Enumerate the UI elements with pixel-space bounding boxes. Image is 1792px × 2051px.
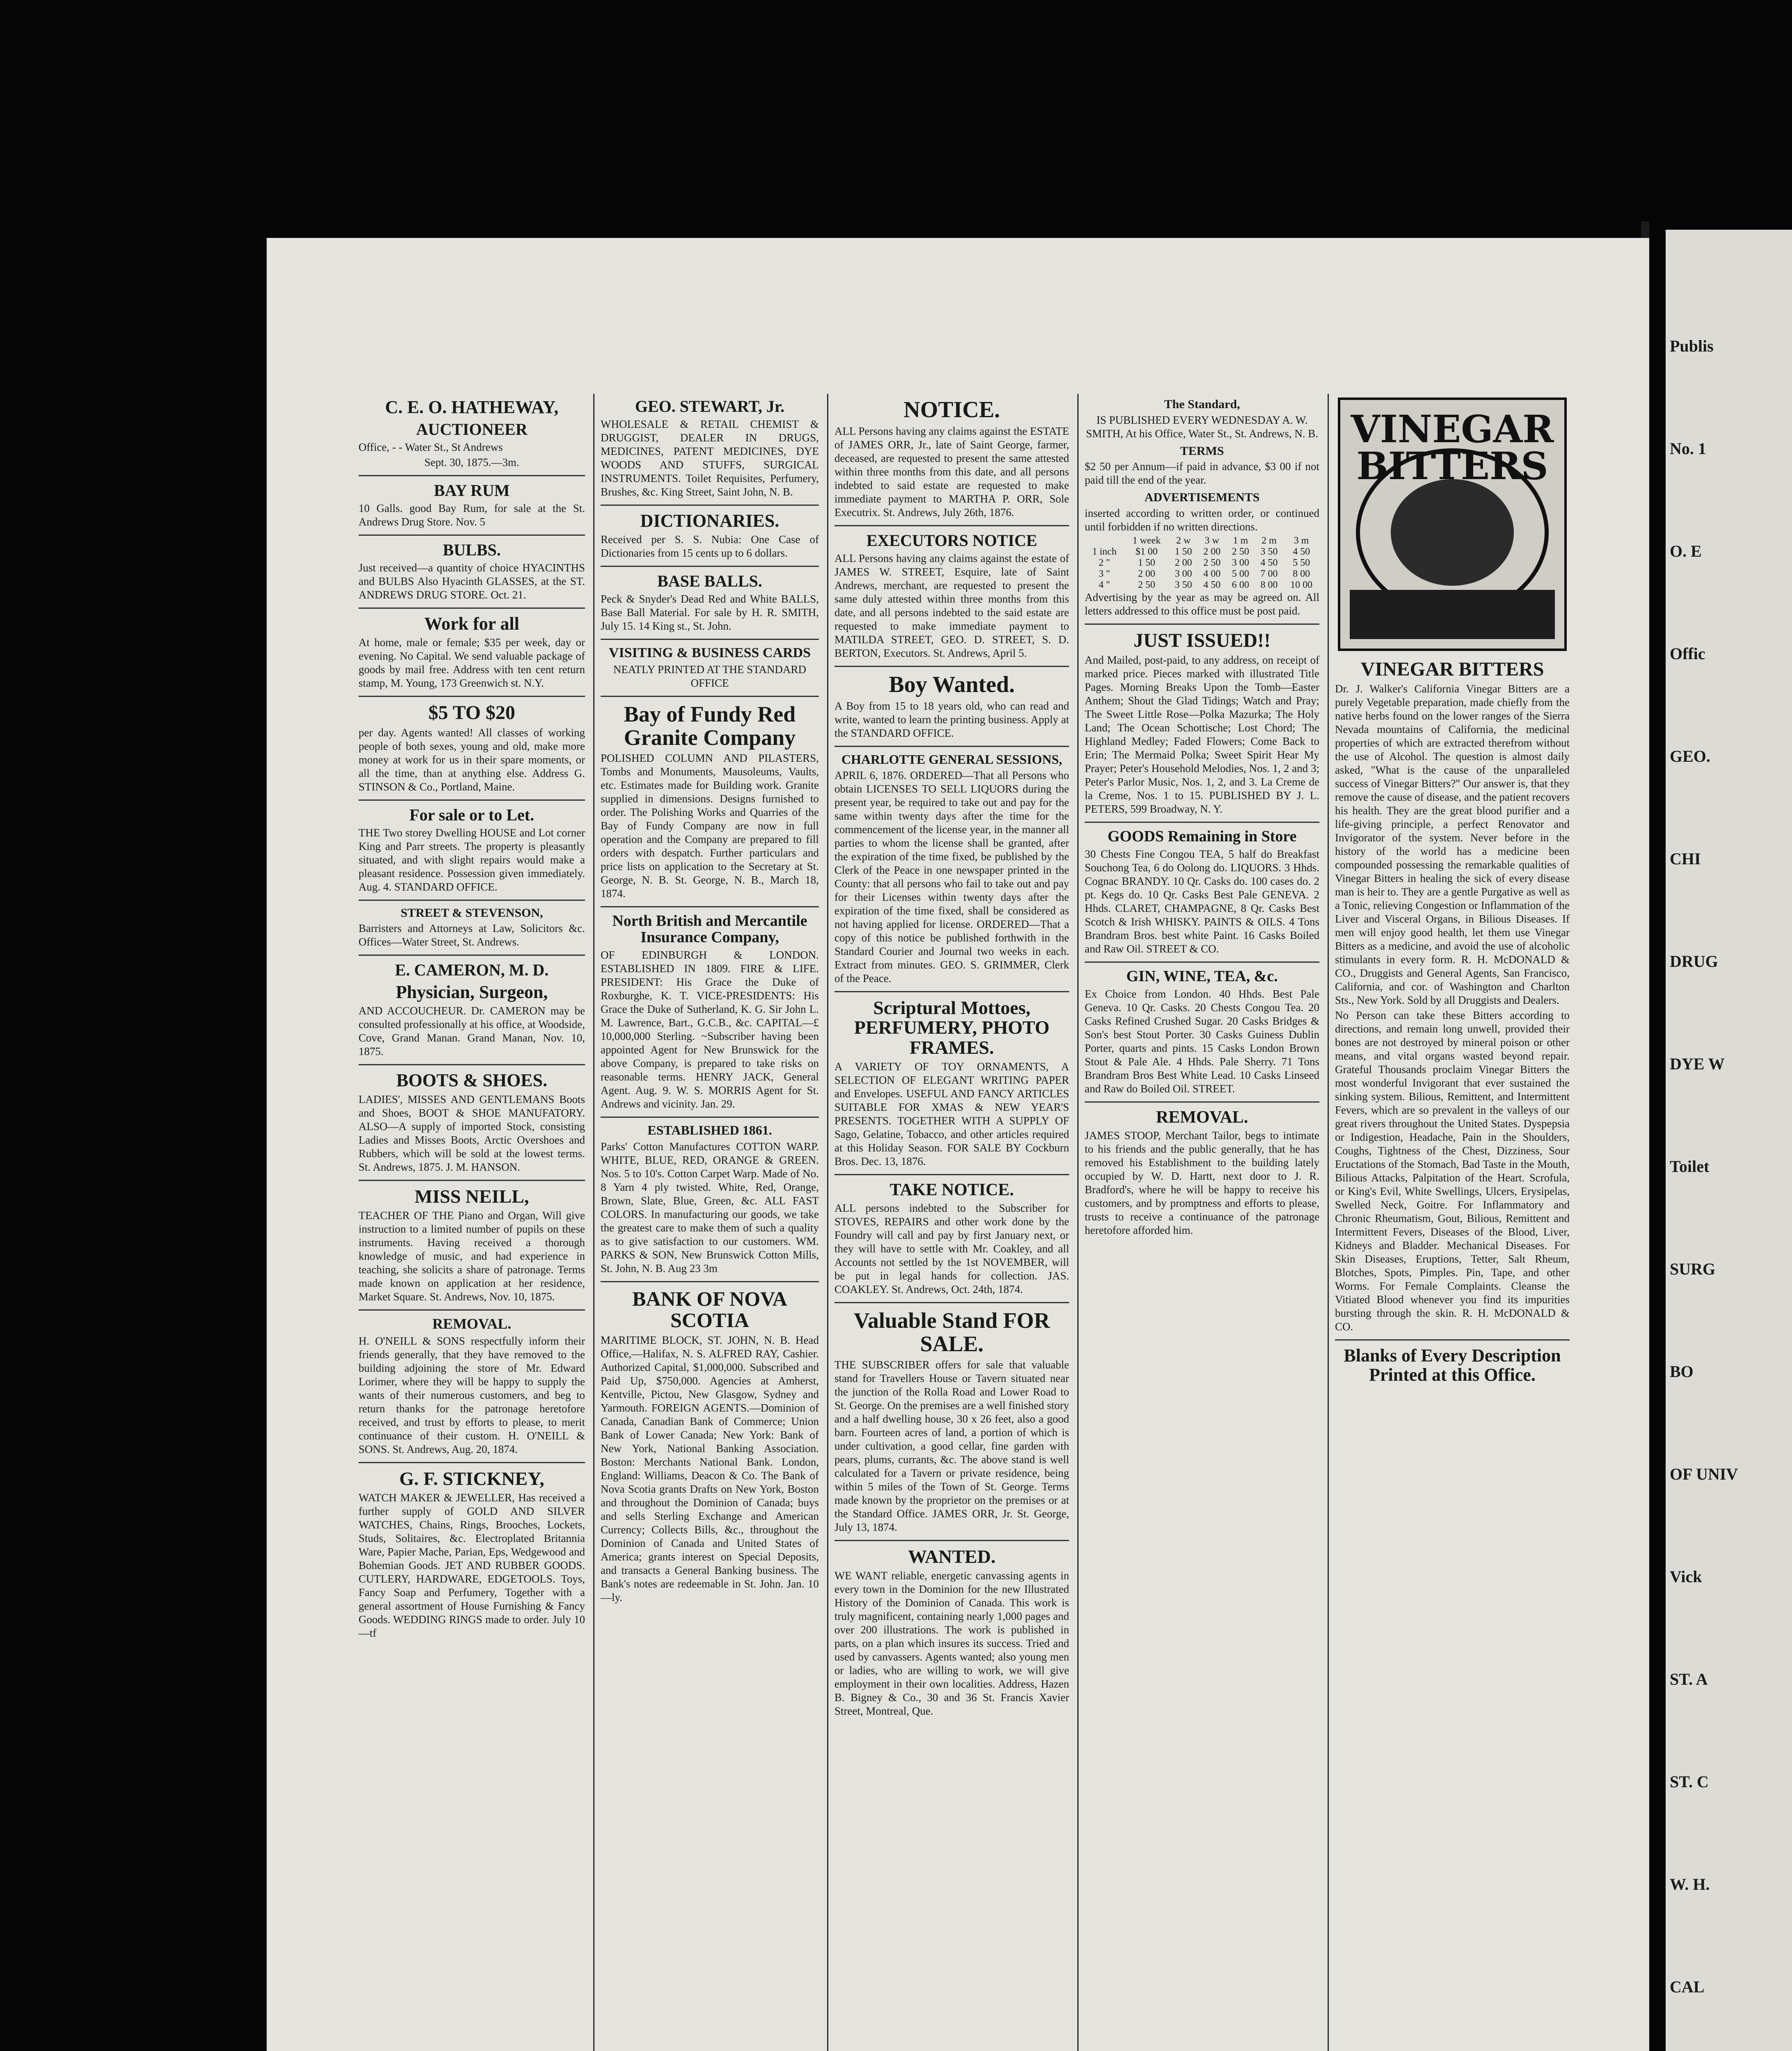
- ad-separator: [601, 505, 819, 506]
- bulbsad-heading: BULBS.: [443, 541, 501, 560]
- mottoesad-heading: Scriptural Mottoes, PERFUMERY, PHOTO FRAMES.: [854, 997, 1050, 1058]
- ad-separator: [359, 900, 585, 901]
- rates-cell: 2 50: [1232, 546, 1249, 557]
- ad-separator: [834, 1540, 1069, 1541]
- column-rule: [1328, 394, 1329, 2051]
- rates-cell: 2 00: [1175, 557, 1192, 568]
- hathewayad-heading: AUCTIONEER: [416, 420, 528, 439]
- terms-heading: TERMS: [1180, 444, 1224, 458]
- rates-cell: 10 00: [1290, 579, 1313, 590]
- adjacent-page-fragment: No. 1: [1670, 439, 1706, 458]
- ad-separator: [359, 608, 585, 609]
- neillad-heading: MISS NEILL,: [414, 1185, 529, 1207]
- noticead-heading: NOTICE.: [903, 397, 1000, 423]
- rates-cell: 1 50: [1175, 546, 1192, 557]
- stewartad-text: WHOLESALE & RETAIL CHEMIST & DRUGGIST, DEALER IN DRUGS, MEDICINES, PATENT MEDICINES, DYE WOODS AND STUFFS, SURGICAL INSTRUMENTS. Toilet Requisites, Perfumery, Brushes, &c. King Street, Saint John, N. B.: [601, 418, 819, 498]
- ad-separator: [359, 1180, 585, 1181]
- terms-heading: ADVERTISEMENTS: [1144, 491, 1260, 504]
- ad-separator: [359, 799, 585, 801]
- rates-row: [1085, 569, 1319, 580]
- executorsad-heading: EXECUTORS NOTICE: [866, 531, 1038, 550]
- rates-header-cell: 3 m: [1294, 535, 1309, 546]
- ad-separator: [359, 955, 585, 956]
- ad-separator: [1335, 1339, 1570, 1341]
- bulbsad-text: Just received—a quantity of choice HYACINTHS and BULBS Also Hyacinth GLASSES, at the ST. ANDREWS DRUG STORE. Oct. 21.: [359, 562, 585, 601]
- rates-cell: 3 50: [1175, 579, 1192, 590]
- removal2ad-text: JAMES STOOP, Merchant Tailor, begs to intimate to his friends and the public generally, that he has removed his Establishment to the building lately occupied by W. D. Hartt, next door to J. R. Bradford's, where he will be happy to receive his customers, and by promptness and efforts to please, trusts to receive a continuance of the patronage heretofore afforded him.: [1085, 1129, 1319, 1236]
- rates-cell: 4 50: [1260, 557, 1278, 568]
- forsalead-heading: For sale or to Let.: [409, 805, 534, 824]
- ad-separator: [834, 746, 1069, 747]
- vinegarad-text: Dr. J. Walker's California Vinegar Bitters are a purely Vegetable preparation, made chiefly from the native herbs found on the lower ranges of the Sierra Nevada mountains of California, the medicinal properties of which are extracted therefrom without the use of Alcohol. The question is almost daily asked, "What is the cause of the unparalleled success of Vinegar Bitters?" Our answer is, that they remove the cause of disease, and the patient recovers his health. They are the great blood purifier and a life-giving principle, a perfect Renovator and Invigorator of the system. Never before in the history of the world has a medicine been compounded possessing the remarkable qualities of Vinegar Bitters in healing the sick of every disease man is heir to. They are a gentle Purgative as well as a Tonic, relieving Congestion or Inflammation of the Liver and Visceral Organs, in Bilious Diseases. If men will enjoy good health, let them use Vinegar Bitters as a medicine, and avoid the use of alcoholic stimulants in every form. R. H. McDONALD & CO., Druggists and General Agents, San Francisco, California, and cor. of Washington and Charlton Sts., New York. Sold by all Druggists and Dealers.: [1335, 683, 1570, 1007]
- parksad-heading: ESTABLISHED 1861.: [647, 1123, 772, 1138]
- adjacent-page-fragment: Offic: [1670, 644, 1705, 663]
- ad-separator: [834, 1302, 1069, 1303]
- removalad-heading: REMOVAL.: [432, 1315, 512, 1332]
- vinegar-bitters-label-icon: [1337, 397, 1567, 651]
- ad-separator: [359, 696, 585, 697]
- terms-text: Advertising by the year as may be agreed on. All letters addressed to this office must be post paid.: [1085, 591, 1319, 617]
- adjacent-page-fragment: DRUG: [1670, 952, 1718, 971]
- terms-heading: The Standard,: [1164, 397, 1240, 411]
- rates-cell: 5 00: [1232, 568, 1249, 579]
- ad-separator: [1085, 962, 1319, 963]
- standad-text: THE SUBSCRIBER offers for sale that valuable stand for Travellers House or Tavern situated near the junction of the Rolla Road and Lower Road to St. George. On the premises are a well finished story and a half dwelling house, 30 x 26 feet, also a good barn. Fourteen acres of land, a portion of which is under cultivation, a good cellar, fine garden with pears, plums, currants, &c. The above stand is well calculated for a Tavern or private residence, being within 5 miles of the Town of St. George. Terms made known by the proprietor on the premises or at the Standard Office. JAMES ORR, Jr. St. George, July 13, 1874.: [834, 1358, 1069, 1533]
- standad-heading: Valuable Stand FOR SALE.: [853, 1308, 1050, 1356]
- removal2ad-heading: REMOVAL.: [1156, 1108, 1248, 1127]
- adjacent-page: [1666, 230, 1792, 2051]
- ad-separator: [359, 1064, 585, 1065]
- ad-separator: [601, 906, 819, 907]
- adjacent-page-fragment: ST. C: [1670, 1772, 1709, 1791]
- adjacent-page-fragment: ST. A: [1670, 1670, 1708, 1688]
- rates-cell: 3 ": [1099, 568, 1110, 579]
- hathewayad-text: Sept. 30, 1875.—3m.: [424, 456, 519, 469]
- hathewayad-text: Office, - - Water St., St Andrews: [359, 441, 503, 454]
- removalad-text: H. O'NEILL & SONS respectfully inform their friends generally, that they have removed to the building adjoining the store of Mr. Edward Lorimer, where they will be happy to supply the wants of their numerous customers, and beg to return thanks for the patronage heretofore received, and trust by efforts to please, to merit continuance of their custom. H. O'NEILL & SONS. St. Andrews, Aug. 20, 1874.: [359, 1334, 585, 1455]
- goodsad-text: 30 Chests Fine Congou TEA, 5 half do Breakfast Souchong Tea, 6 do Oolong do. LIQUORS. 3 Hhds. Cognac BRANDY. 10 Qr. Casks do. 100 cases do. 2 pt. Kegs do. 10 Qr. Casks Best Pale GENEVA. 2 Hhds. CLARET, CHAMPAGNE, 8 Qr. Casks Best Scotch & Irish WHISKY. PAINTS & OILS. 4 Tons Brandram Bros. best white Paint. 16 Casks Boiled and Raw Oil. STREET & CO.: [1085, 847, 1319, 955]
- ad-separator: [834, 666, 1069, 667]
- noticead-text: ALL Persons having any claims against the ESTATE of JAMES ORR, Jr., late of Saint George, farmer, deceased, are requested to present the same attested within three months from this date, and all persons indebted to said estate are requested to make immediate payment to MARTHA P. ORR, Sole Executrix. St. Andrews, July 26th, 1876.: [834, 425, 1069, 518]
- stewartad-heading: GEO. STEWART, Jr.: [635, 397, 785, 416]
- column-3: [829, 394, 1075, 2051]
- ad-separator: [1085, 822, 1319, 823]
- stevensonad-heading: STREET & STEVENSON,: [400, 906, 543, 920]
- justissuedad-heading: JUST ISSUED!!: [1134, 629, 1271, 651]
- baseballsad-heading: BASE BALLS.: [657, 572, 762, 591]
- ginad-text: Ex Choice from London. 40 Hhds. Best Pale Geneva. 10 Qr. Casks. 20 Chests Congou Tea. 20 Casks Refined Crushed Sugar. 20 Casks Bridges & Son's best Stout Porter. 30 Casks Guiness Dublin Porter, quarts and pints. 15 Casks London Brown Stout & Pale Ale. 4 Hhds. Pale Sherry. 71 Tons Brandram Bros Best White Lead. 10 Casks Linseed and Raw do Boiled Oil. STREET.: [1085, 987, 1319, 1095]
- svg-text:VINEGAR: VINEGAR: [1351, 407, 1554, 451]
- boyad-heading: Boy Wanted.: [889, 671, 1015, 697]
- rates-cell: 1 inch: [1092, 546, 1117, 557]
- vinegarad-text: No Person can take these Bitters according to directions, and remain long unwell, provided their bones are not destroyed by mineral poison or other means, and vital organs wasted beyond repair. Grateful Thousands proclaim Vinegar Bitters the most wonderful Invigorant that ever sustained the sinking system. Bilious, Remittent, and Intermittent Fevers, which are so prevalent in the valleys of our great rivers throughout the United States. Dyspepsia or Indigestion, Headache, Pain in the Shoulders, Coughs, Tightness of the Chest, Dizziness, Sour Eructations of the Stomach, Bad Taste in the Mouth, Bilious Attacks, Palpitation of the Heart. Scrofula, or King's Evil, White Swellings, Ulcers, Erysipelas, Swelled Neck, Goitre. For Inflammatory and Chronic Rheumatism, Gout, Bilious, Remittent and Intermittent Fevers, Diseases of the Blood, Liver, Kidneys and Bladder. Mechanical Diseases. For Skin Diseases, Eruptions, Tetter, Salt Rheum, Blotches, Spots, Pimples. Pin, Tape, and other Worms. For Female Complaints. Cleanse the Vitiated Blood whenever you find its impurities bursting through the skin. R. H. McDONALD & CO.: [1335, 1009, 1570, 1333]
- bayrumad-text: 10 Galls. good Bay Rum, for sale at the St. Andrews Drug Store. Nov. 5: [359, 502, 585, 528]
- ad-separator: [359, 475, 585, 476]
- visitingad-heading: VISITING & BUSINESS CARDS: [608, 645, 811, 661]
- rates-header-cell: 1 m: [1233, 535, 1248, 546]
- stevensonad-text: Barristers and Attorneys at Law, Solicitors &c. Offices—Water Street, St. Andrews.: [359, 922, 585, 948]
- adjacent-page-fragment: CAL: [1670, 1978, 1705, 1996]
- parksad-text: Parks' Cotton Manufactures COTTON WARP. WHITE, BLUE, RED, ORANGE & GREEN. Nos. 5 to 10's. Cotton Carpet Warp. Made of No. 8 Yarn 4 ply twisted. White, Red, Orange, Brown, Slate, Blue, Green, &c. ALL FAST COLORS. In manufacturing our goods, we take the greatest care to make them of such a quality as to give satisfaction to our customers. WM. PARKS & SON, New Brunswick Cotton Mills, St. John, N. B. Aug 23 3m: [601, 1140, 819, 1274]
- workad-heading: Work for all: [424, 614, 519, 634]
- stickneyad-heading: G. F. STICKNEY,: [399, 1468, 544, 1489]
- rates-header-cell: 2 m: [1262, 535, 1277, 546]
- adjacent-page-fragment: Publis: [1670, 337, 1714, 355]
- ad-separator: [1085, 1101, 1319, 1103]
- northbritishad-text: OF EDINBURGH & LONDON. ESTABLISHED IN 1809. FIRE & LIFE. PRESIDENT: His Grace the Duke of Roxburghe, K. T. VICE-PRESIDENTS: His Grace the Duke of Sutherland, K. G. Sir John L. M. Lawrence, Bart., G.C.B., &c. CAPITAL—£ 10,000,000 Sterling. ~Subscriber having been appointed Agent for New Brunswick for the above Company, is prepared to take risks on reasonable terms. HENRY JACK, General Agent. Aug. 9. W. S. MORRIS Agent for St. Andrews and vicinity. Jan. 29.: [601, 949, 819, 1110]
- ad-separator: [359, 534, 585, 536]
- column-rule: [1077, 394, 1079, 2051]
- svg-text:BITTERS: BITTERS: [1356, 444, 1548, 488]
- rates-cell: 4 50: [1293, 546, 1310, 557]
- rates-cell: 4 ": [1099, 579, 1110, 590]
- column-1: [353, 394, 591, 2051]
- ad-separator: [359, 1309, 585, 1311]
- terms-text: $2 50 per Annum—if paid in advance, $3 00 if not paid till the end of the year.: [1085, 460, 1319, 486]
- adjacent-page-fragment: Toilet: [1670, 1157, 1710, 1176]
- ad-separator: [601, 639, 819, 640]
- rates-cell: 2 50: [1203, 557, 1221, 568]
- rates-cell: $1 00: [1135, 546, 1158, 557]
- rates-cell: 2 50: [1138, 579, 1155, 590]
- redgranitead-text: POLISHED COLUMN AND PILASTERS, Tombs and Monuments, Mausoleums, Vaults, etc. Estimates made for Building work. Granite supplied in dimensions. Designs furnished to order. The Polishing Works and Quarries of the Bay of Fundy Company are now in full operation and the Company are prepared to fill orders with despatch. Further particulars and price lists on application to the Secretary at St. George, N. B. St. George, N. B., March 18, 1874.: [601, 752, 819, 900]
- advertising-rates-table: [1085, 535, 1319, 591]
- adjacent-page-fragment: O. E: [1670, 542, 1702, 560]
- column-4: [1079, 394, 1325, 2051]
- rates-cell: 4 50: [1203, 579, 1221, 590]
- cameronad-heading: Physician, Surgeon,: [395, 982, 548, 1003]
- rates-cell: 2 00: [1138, 568, 1155, 579]
- ad-separator: [1085, 624, 1319, 625]
- goodsad-heading: GOODS Remaining in Store: [1107, 827, 1297, 845]
- novascotiaad-heading: BANK OF NOVA SCOTIA: [632, 1287, 787, 1332]
- rates-cell: 7 00: [1260, 568, 1278, 579]
- ginad-heading: GIN, WINE, TEA, &c.: [1126, 967, 1278, 985]
- wagesad-heading: $5 TO $20: [428, 702, 515, 724]
- adjacent-page-fragment: W. H.: [1670, 1875, 1710, 1893]
- wantedad-heading: WANTED.: [908, 1546, 996, 1567]
- northbritishad-heading: North British and Mercantile Insurance Company,: [612, 912, 807, 946]
- rates-cell: 3 50: [1260, 546, 1278, 557]
- rates-cell: 5 50: [1293, 557, 1310, 568]
- adjacent-page-fragment: BO: [1670, 1362, 1694, 1381]
- column-2: [595, 394, 825, 2051]
- newspaper-page: [267, 238, 1649, 2051]
- takenoticead-text: ALL persons indebted to the Subscriber for STOVES, REPAIRS and other work done by the Foundry will call and pay by first January next, or they will have to settle with Mr. Coakley, and all Accounts not settled by the 1st NOVEMBER, will be put in legal hands for collection. JAS. COAKLEY. St. Andrews, Oct. 24th, 1874.: [834, 1202, 1069, 1296]
- dictionariesad-text: Received per S. S. Nubia: One Case of Dictionaries from 15 cents up to 6 dollars.: [601, 533, 819, 560]
- rates-header-cell: 1 week: [1132, 535, 1161, 546]
- rates-row: [1085, 557, 1319, 569]
- adjacent-page-fragment: Vick: [1670, 1567, 1702, 1586]
- rates-header-cell: 2 w: [1176, 535, 1191, 546]
- column-rule: [593, 394, 594, 2051]
- rates-cell: 2 00: [1203, 546, 1221, 557]
- bootsad-text: LADIES', MISSES AND GENTLEMANS Boots and Shoes, BOOT & SHOE MANUFATORY. ALSO—A supply of imported Stock, consisting Ladies and Misses Boots, Arctic Overshoes and Rubbers, which will be sold at the lowest terms. St. Andrews, 1875. J. M. HANSON.: [359, 1093, 585, 1173]
- adjacent-page-fragment: OF UNIV: [1670, 1465, 1738, 1483]
- rates-cell: 4 00: [1203, 568, 1221, 579]
- dictionariesad-heading: DICTIONARIES.: [640, 511, 779, 531]
- sessionsad-text: APRIL 6, 1876. ORDERED—That all Persons who obtain LICENSES TO SELL LIQUORS during the present year, be required to take out and pay for the same within twenty days after the time for the commencement of the license year, in the manner all parties to whom the license shall be granted, after the expiration of the time fixed, be published by the Clerk of the Peace in one newspaper printed in the County: that all persons who fail to take out and pay for their Licenses within twenty days after the expiration of the time fixed, shall be considered as not having applied for license. ORDERED—That a copy of this notice be published forthwith in the Standard Courier and Journal two weeks in each. Extract from minutes. GEO. S. GRIMMER, Clerk of the Peace.: [834, 769, 1069, 985]
- vinegarad-logo: [1335, 397, 1570, 653]
- adjacent-page-fragment: GEO.: [1670, 747, 1710, 765]
- blanksad-heading: Blanks of Every Description Printed at this Office.: [1344, 1345, 1561, 1385]
- rates-cell: 3 00: [1232, 557, 1249, 568]
- adjacent-page-fragment: CHI: [1670, 850, 1701, 868]
- adjacent-page-fragment: DYE W: [1670, 1055, 1725, 1073]
- column-rule: [827, 394, 828, 2051]
- vinegar-bitters-logo-text: VINEGAR BITTERS: [1360, 658, 1544, 680]
- rates-cell: 2 ": [1099, 557, 1110, 568]
- cameronad-text: AND ACCOUCHEUR. Dr. CAMERON may be consulted professionally at his office, at Woodside, Cove, Grand Manan. Grand Manan, Nov. 10, 1875.: [359, 1005, 585, 1058]
- stickneyad-text: WATCH MAKER & JEWELLER, Has received a further supply of GOLD AND SILVER WATCHES, Chains, Rings, Brooches, Lockets, Studs, Solitaires, &c. Electroplated Britannia Ware, Papier Mache, Parian, Eps, Wedgewood and Bohemian Goods. JET AND RUBBER GOODS. CUTLERY, HARDWARE, EDGETOOLS. Toys, Fancy Soap and Perfumery, Together with a general assortment of House Furnishing & Fancy Goods. WEDDING RINGS made to order. July 10—tf: [359, 1491, 585, 1640]
- boyad-text: A Boy from 15 to 18 years old, who can read and write, wanted to learn the printing business. Apply at the STANDARD OFFICE.: [834, 699, 1069, 739]
- neillad-text: TEACHER OF THE Piano and Organ, Will give instruction to a limited number of pupils on these instruments. Having received a thorough knowledge of music, and had experience in teaching, she solicits a share of patronage. Terms made known on application at her residence, Market Square. St. Andrews, Nov. 10, 1875.: [359, 1209, 585, 1303]
- novascotiaad-text: MARITIME BLOCK, ST. JOHN, N. B. Head Office,—Halifax, N. S. ALFRED RAY, Cashier. Authorized Capital, $1,000,000. Subscribed and Paid Up, $750,000. Agencies at Amherst, Kentville, Pictou, New Glasgow, Sydney and Yarmouth. FOREIGN AGENTS.—Dominion of Canada, Canadian Bank of Commerce; Union Bank of Lower Canada; New York: Bank of New York, National Banking Association. Boston: Merchants National Bank. London, England: Williams, Deacon & Co. The Bank of Nova Scotia grants Drafts on New York, Boston and throughout the Dominion of Canada; buys and sells Sterling Exchange and American Currency; Collects Bills, &c., throughout the Dominion of Canada and United States of America; grants interest on Special Deposits, and transacts a General Banking business. The Bank's notes are redeemable in St. John. Jan. 10—ly.: [601, 1334, 819, 1603]
- rates-cell: 1 50: [1138, 557, 1155, 568]
- justissuedad-text: And Mailed, post-paid, to any address, on receipt of marked price. Pieces marked with illustrated Title Pages. Morning Breaks Upon the Tomb—Easter Anthem; Shout the Glad Tidings; Watch and Pray; The Sweet Little Rose—Polka Mazurka; The Holy Land; The Ocean Schottische; Lost Chord; The Highland Medley; Faded Flowers; Come Back to Erin; The Mermaid Polka; Sweet Spirit Hear My Prayer; Peter's Household Melodies, Nos. 1, 2 and 3; Peter's Parlor Music, Nos. 1, 2, and 3. La Creme de la Creme, Nos. 1 to 15. PUBLISHED BY J. L. PETERS, 599 Broadway, N. Y.: [1085, 653, 1319, 815]
- bayrumad-heading: BAY RUM: [434, 481, 510, 500]
- wantedad-text: WE WANT reliable, energetic canvassing agents in every town in the Dominion for the new Illustrated History of the Dominion of Canada. This work is truly magnificent, containing nearly 1,000 pages and over 200 illustrations. The work is published in parts, on a plan which insures its success. Tried and used by canvassers. Agents wanted; also young men or ladies, who are willing to work, we will give employment in their own localities. Address, Hazen B. Bigney & Co., 30 and 36 St. Francis Xavier Street, Montreal, Que.: [834, 1569, 1069, 1717]
- rates-cell: 8 00: [1260, 579, 1278, 590]
- rates-cell: 6 00: [1232, 579, 1249, 590]
- bootsad-heading: BOOTS & SHOES.: [396, 1070, 547, 1091]
- executorsad-text: ALL Persons having any claims against the estate of JAMES W. STREET, Esquire, late of Saint Andrews, merchant, are requested to present the same duly attested within three months from this date, and all persons indebted to the said estate are requested to make immediate payment to MATILDA STREET, GEO. D. STREET, S. D. BERTON, Executors. St. Andrews, April 5.: [834, 552, 1069, 659]
- takenoticead-heading: TAKE NOTICE.: [889, 1181, 1014, 1200]
- ad-separator: [601, 566, 819, 567]
- rates-row: [1085, 580, 1319, 591]
- ad-separator: [601, 1117, 819, 1118]
- rates-row: [1085, 546, 1319, 557]
- rates-header-cell: [1085, 535, 1124, 546]
- ad-separator: [834, 991, 1069, 992]
- mottoesad-text: A VARIETY OF TOY ORNAMENTS, A SELECTION OF ELEGANT WRITING PAPER and Envelopes. USEFUL AND FANCY ARTICLES SUITABLE FOR XMAS & NEW YEAR'S PRESENTS. TOGETHER WITH A SUPPLY OF Sago, Gelatine, Tobacco, and other articles required at this Holiday Season. FOR SALE BY Cockburn Bros. Dec. 13, 1876.: [834, 1060, 1069, 1168]
- column-5: [1329, 394, 1575, 2051]
- adjacent-page-fragment: SURG: [1670, 1260, 1716, 1278]
- wagesad-text: per day. Agents wanted! All classes of working people of both sexes, young and old, make more money at work for us in their spare moments, or all the time, than at anything else. Address G. STINSON & Co., Portland, Maine.: [359, 726, 585, 793]
- rates-cell: 3 00: [1175, 568, 1192, 579]
- baseballsad-text: Peck & Snyder's Dead Red and White BALLS, Base Ball Material. For sale by H. R. SMITH, July 15. 14 King st., St. John.: [601, 593, 819, 633]
- ad-separator: [834, 1174, 1069, 1175]
- hathewayad-heading: C. E. O. HATHEWAY,: [385, 397, 559, 417]
- cameronad-heading: E. CAMERON, M. D.: [395, 961, 549, 980]
- ad-separator: [359, 1462, 585, 1463]
- ad-separator: [601, 696, 819, 697]
- ad-separator: [834, 525, 1069, 526]
- redgranitead-heading: Bay of Fundy Red Granite Company: [624, 701, 796, 750]
- terms-text: inserted according to written order, or continued until forbidden if no written directions.: [1085, 507, 1319, 533]
- sessionsad-heading: CHARLOTTE GENERAL SESSIONS,: [841, 751, 1062, 767]
- forsalead-text: THE Two storey Dwelling HOUSE and Lot corner King and Parr streets. The property is pleasantly situated, and with slight repairs would make a pleasant residence. Possession given immediately. Aug. 4. STANDARD OFFICE.: [359, 826, 585, 893]
- ad-separator: [601, 1281, 819, 1282]
- visitingad-text: NEATLY PRINTED AT THE STANDARD OFFICE: [613, 663, 807, 689]
- rates-header-cell: 3 w: [1205, 535, 1219, 546]
- terms-text: IS PUBLISHED EVERY WEDNESDAY A. W. SMITH, At his Office, Water St., St. Andrews, N. B.: [1086, 413, 1319, 440]
- rates-cell: 8 00: [1293, 568, 1310, 579]
- workad-text: At home, male or female; $35 per week, day or evening. No Capital. We send valuable package of goods by mail free. Address with ten cent return stamp, M. Young, 173 Greenwich st. N.Y.: [359, 636, 585, 690]
